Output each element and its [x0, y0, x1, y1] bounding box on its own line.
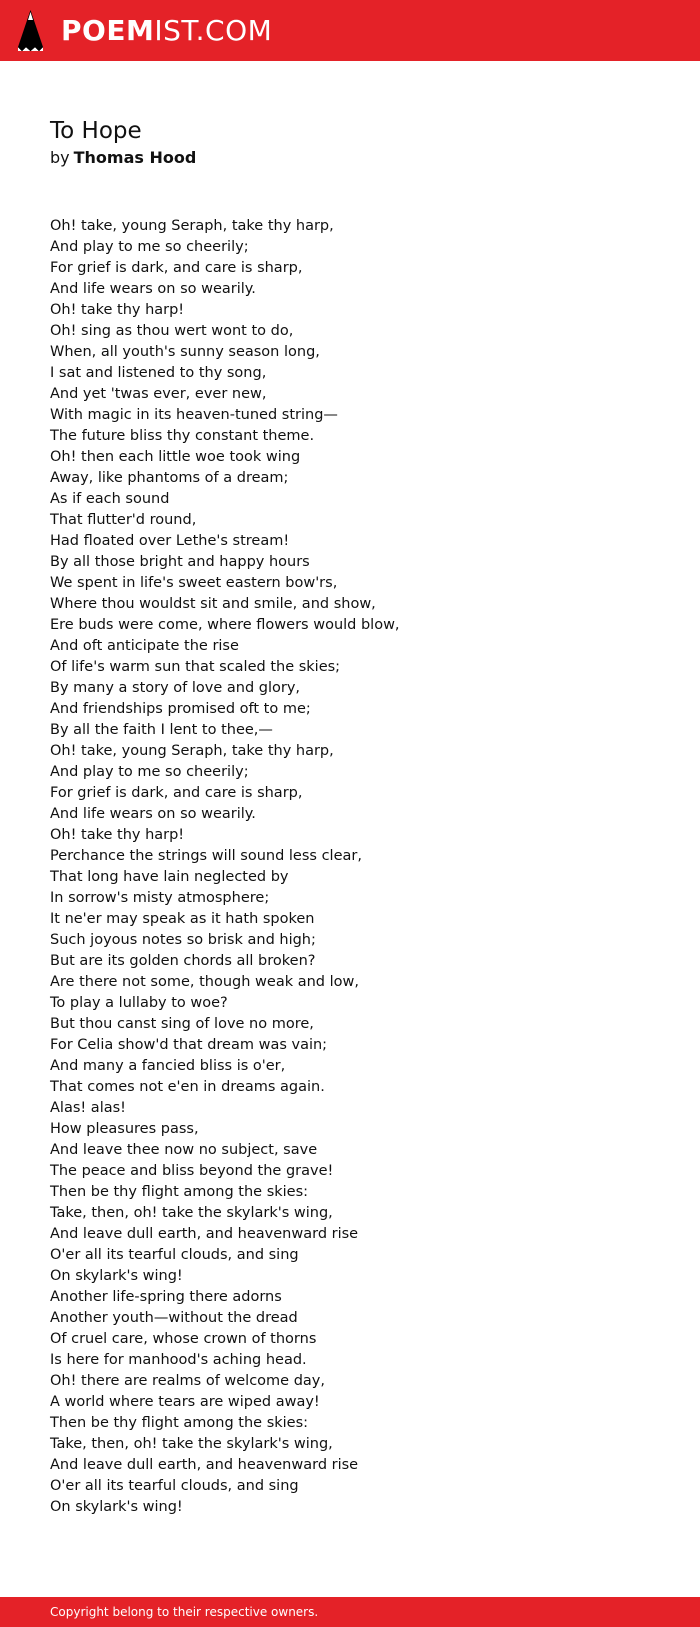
site-logo-text [61, 10, 272, 52]
poem-line: And play to me so cheerily; [50, 764, 249, 780]
poem-line: That comes not e'en in dreams again. [50, 1079, 325, 1095]
poem-line: Oh! sing as thou wert wont to do, [50, 323, 294, 339]
poem-line: Of life's warm sun that scaled the skies; [50, 659, 341, 675]
poem-body [50, 216, 650, 1518]
poem-line: It ne'er may speak as it hath spoken [50, 911, 315, 927]
poem-line: But thou canst sing of love no more, [50, 1016, 314, 1032]
poem-title: To Hope [50, 118, 142, 144]
poem-line: And leave dull earth, and heavenward rise [50, 1457, 359, 1473]
poem-line: Oh! then each little woe took wing [50, 449, 301, 465]
poem-line: For grief is dark, and care is sharp, [50, 260, 303, 276]
footer-copyright: Copyright belong to their respective owners. [50, 1605, 319, 1619]
poem-line: Oh! take thy harp! [50, 827, 185, 843]
poem-line: When, all youth's sunny season long, [50, 344, 320, 360]
poem-line: To play a lullaby to woe? [50, 995, 228, 1011]
poem-line: In sorrow's misty atmosphere; [50, 890, 270, 906]
poem-line: Is here for manhood's aching head. [50, 1352, 307, 1368]
poem-line: Where thou wouldst sit and smile, and show, [50, 596, 376, 612]
poem-line: Away, like phantoms of a dream; [50, 470, 289, 486]
poem-line: The peace and bliss beyond the grave! [50, 1163, 334, 1179]
site-logo-link[interactable] [17, 10, 272, 52]
poem-line: And leave thee now no subject, save [50, 1142, 318, 1158]
poem-line: Oh! take, young Seraph, take thy harp, [50, 743, 334, 759]
poem-line: That long have lain neglected by [50, 869, 289, 885]
poem-line: Take, then, oh! take the skylark's wing, [50, 1436, 333, 1452]
poem-line: Oh! there are realms of welcome day, [50, 1373, 325, 1389]
poem-line: A world where tears are wiped away! [50, 1394, 320, 1410]
pencil-tip-icon [17, 10, 44, 52]
poem-line: Had floated over Lethe's stream! [50, 533, 290, 549]
poem-line: Ere buds were come, where flowers would blow, [50, 617, 400, 633]
poem-line: And oft anticipate the rise [50, 638, 239, 654]
poem-line: On skylark's wing! [50, 1499, 183, 1515]
poem-line: And friendships promised oft to me; [50, 701, 311, 717]
poem-line: For Celia show'd that dream was vain; [50, 1037, 328, 1053]
poem-line: By all the faith I lent to thee,— [50, 722, 273, 738]
poem-line: Of cruel care, whose crown of thorns [50, 1331, 317, 1347]
poem-line: O'er all its tearful clouds, and sing [50, 1478, 299, 1494]
poem-article [50, 117, 650, 1515]
poem-line: And yet 'twas ever, ever new, [50, 386, 267, 402]
poem-line: On skylark's wing! [50, 1268, 183, 1284]
poem-line: Another life-spring there adorns [50, 1289, 282, 1305]
poem-line: And leave dull earth, and heavenward rise [50, 1226, 359, 1242]
poem-line: And many a fancied bliss is o'er, [50, 1058, 286, 1074]
poem-line: Another youth—without the dread [50, 1310, 298, 1326]
poem-line: And life wears on so wearily. [50, 281, 256, 297]
poem-line: Then be thy flight among the skies: [50, 1184, 309, 1200]
poem-line: Take, then, oh! take the skylark's wing, [50, 1205, 333, 1221]
poem-line: Alas! alas! [50, 1100, 126, 1116]
poem-line: Perchance the strings will sound less clear, [50, 848, 362, 864]
site-header [0, 0, 700, 61]
poem-line: We spent in life's sweet eastern bow'rs, [50, 575, 338, 591]
poem-line: And life wears on so wearily. [50, 806, 256, 822]
poem-line: And play to me so cheerily; [50, 239, 249, 255]
poem-line: How pleasures pass, [50, 1121, 199, 1137]
site-footer [0, 1597, 700, 1627]
poem-author: Thomas Hood [73, 148, 197, 167]
poem-line: I sat and listened to thy song, [50, 365, 267, 381]
poem-line: With magic in its heaven-tuned string— [50, 407, 338, 423]
logo-text-light: IST.COM [154, 14, 273, 47]
poem-line: The future bliss thy constant theme. [50, 428, 315, 444]
poem-line: Oh! take, young Seraph, take thy harp, [50, 218, 334, 234]
byline-label: by [50, 148, 70, 167]
logo-text-bold: POEM [61, 14, 155, 47]
poem-line: Such joyous notes so brisk and high; [50, 932, 316, 948]
poem-line: But are its golden chords all broken? [50, 953, 316, 969]
poem-line: Are there not some, though weak and low, [50, 974, 359, 990]
poem-line: O'er all its tearful clouds, and sing [50, 1247, 299, 1263]
poem-line: Oh! take thy harp! [50, 302, 185, 318]
poem-line: As if each sound [50, 491, 170, 507]
poem-line: By all those bright and happy hours [50, 554, 310, 570]
poem-byline [50, 147, 650, 169]
poem-line: By many a story of love and glory, [50, 680, 301, 696]
poem-line: For grief is dark, and care is sharp, [50, 785, 303, 801]
poem-line: Then be thy flight among the skies: [50, 1415, 309, 1431]
poem-line: That flutter'd round, [50, 512, 197, 528]
